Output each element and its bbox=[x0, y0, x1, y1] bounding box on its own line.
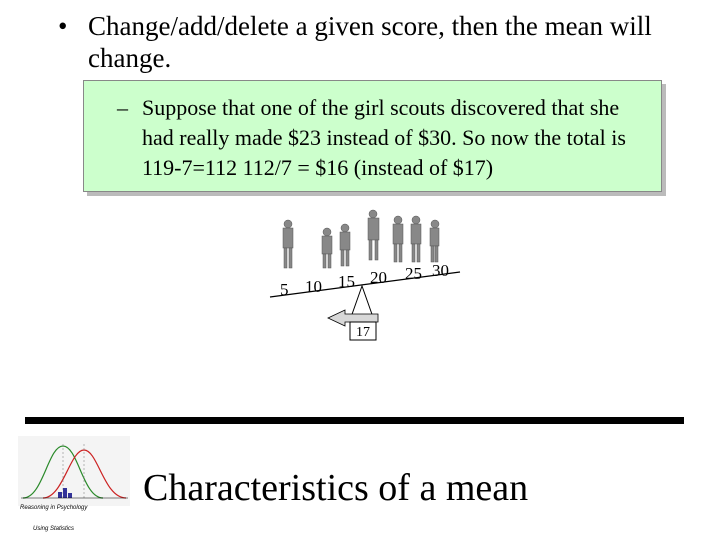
title-divider-rule bbox=[25, 417, 684, 424]
seesaw-illustration bbox=[250, 200, 480, 350]
scout-figure bbox=[283, 220, 293, 268]
logo-caption-bottom: Using Statistics bbox=[33, 526, 75, 532]
logo-caption-top: Reasoning in Psychology bbox=[20, 505, 88, 511]
scale-label: 25 bbox=[405, 264, 422, 283]
scout-figure bbox=[393, 216, 403, 262]
scale-label: 20 bbox=[370, 268, 387, 287]
seesaw-figure bbox=[250, 200, 480, 350]
course-logo bbox=[18, 436, 130, 540]
sub-bullet-text: Suppose that one of the girl scouts discovered that she had really made $23 instead of $30. So now the total is 119-7=112 112/7 = $16 (instead of $17) bbox=[142, 95, 626, 180]
scale-label: 5 bbox=[280, 280, 289, 299]
bullet-symbol: • bbox=[58, 11, 68, 41]
normal-curves-icon bbox=[18, 436, 130, 506]
sub-bullet-symbol: – bbox=[117, 95, 128, 120]
bullet-text: Change/add/delete a given score, then the mean will change. bbox=[88, 11, 652, 73]
fulcrum-value: 17 bbox=[356, 325, 370, 340]
girl-scout-figures bbox=[283, 210, 439, 268]
scale-label: 30 bbox=[432, 261, 449, 280]
scout-figure bbox=[322, 228, 332, 268]
main-bullet bbox=[58, 10, 698, 74]
scout-figure bbox=[430, 220, 439, 262]
sub-bullet-box bbox=[83, 80, 662, 192]
scout-figure bbox=[411, 216, 421, 262]
scout-figure bbox=[340, 224, 350, 266]
scale-label: 15 bbox=[338, 272, 355, 291]
scout-figure bbox=[368, 210, 379, 260]
slide-title: Characteristics of a mean bbox=[143, 467, 529, 509]
scale-label: 10 bbox=[305, 277, 322, 296]
